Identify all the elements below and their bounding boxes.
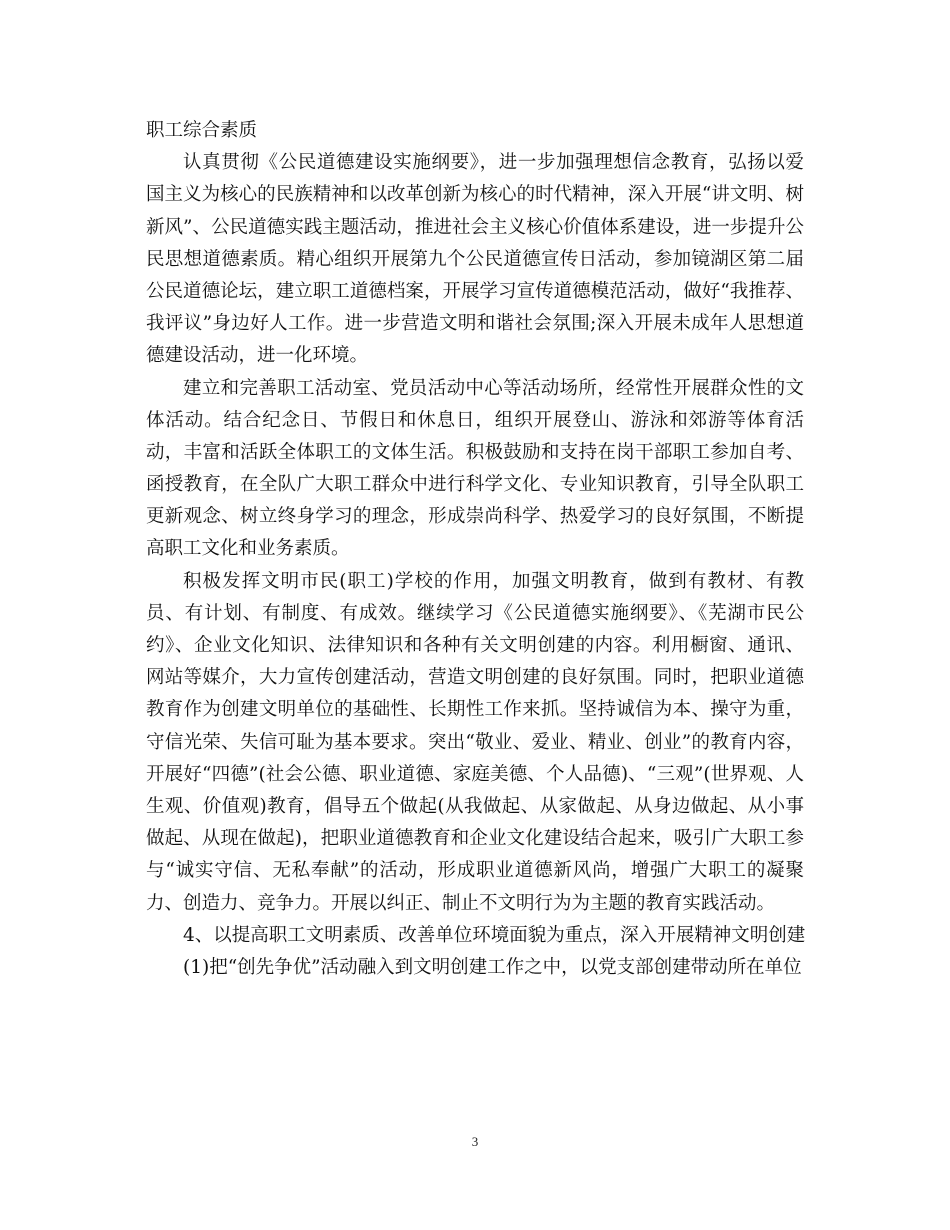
paragraph <box>146 920 804 952</box>
text-line: 民思想道德素质。精心组织开展第九个公民道德宣传日活动，参加镜湖区第二届 <box>146 248 804 270</box>
text-line: 与“诚实守信、无私奉献”的活动，形成职业道德新风尚，增强广大职工的凝聚 <box>146 860 804 882</box>
paragraph <box>146 952 804 984</box>
text-line: 新风”、公民道德实践主题活动，推进社会主义核心价值体系建设，进一步提升公 <box>146 216 804 238</box>
document-body <box>146 115 804 984</box>
text-line: 4、以提高职工文明素质、改善单位环境面貌为重点，深入开展精神文明创建 <box>183 924 806 946</box>
text-line: 员、有计划、有制度、有成效。继续学习《公民道德实施纲要》、《芜湖市民公 <box>146 602 804 624</box>
text-line: 教育作为创建文明单位的基础性、长期性工作来抓。坚持诚信为本、操守为重， <box>146 699 804 721</box>
text-line: 我评议”身边好人工作。进一步营造文明和谐社会氛围;深入开展未成年人思想道 <box>146 313 804 335</box>
text-line: 积极发挥文明市民(职工)学校的作用，加强文明教育，做到有教材、有教 <box>183 570 804 592</box>
text-line: 更新观念、树立终身学习的理念，形成崇尚科学、热爱学习的良好氛围，不断提 <box>146 506 804 528</box>
paragraph <box>146 147 804 372</box>
paragraph <box>146 566 804 920</box>
text-line: (1)把“创先争优”活动融入到文明创建工作之中，以党支部创建带动所在单位 <box>183 956 802 978</box>
paragraph <box>146 373 804 566</box>
text-line: 做起、从现在做起)，把职业道德教育和企业文化建设结合起来，吸引广大职工参 <box>146 828 804 850</box>
text-line: 动，丰富和活跃全体职工的文体生活。积极鼓励和支持在岗干部职工参加自考、 <box>146 441 804 463</box>
page-number: 3 <box>471 1134 479 1149</box>
text-line: 德建设活动，进一化环境。 <box>146 345 369 367</box>
text-line: 体活动。结合纪念日、节假日和休息日，组织开展登山、游泳和郊游等体育活 <box>146 409 804 431</box>
text-line: 建立和完善职工活动室、党员活动中心等活动场所，经常性开展群众性的文 <box>183 377 804 399</box>
text-line: 高职工文化和业务素质。 <box>146 538 350 560</box>
text-line: 开展好“四德”(社会公德、职业道德、家庭美德、个人品德)、“三观”(世界观、人 <box>146 763 804 785</box>
text-line: 约》、企业文化知识、法律知识和各种有关文明创建的内容。利用橱窗、通讯、 <box>146 635 804 656</box>
text-line: 公民道德论坛，建立职工道德档案，开展学习宣传道德模范活动，做好“我推荐、 <box>146 280 804 302</box>
text-line: 国主义为核心的民族精神和以改革创新为核心的时代精神，深入开展“讲文明、树 <box>146 184 804 206</box>
text-line: 力、创造力、竞争力。开展以纠正、制止不文明行为为主题的教育实践活动。 <box>146 892 776 914</box>
text-line: 网站等媒介，大力宣传创建活动，营造文明创建的良好氛围。同时，把职业道德 <box>146 667 804 689</box>
section-heading: 职工综合素质 <box>146 120 258 141</box>
text-line: 守信光荣、失信可耻为基本要求。突出“敬业、爱业、精业、创业”的教育内容， <box>146 731 804 753</box>
text-line: 认真贯彻《公民道德建设实施纲要》，进一步加强理想信念教育，弘扬以爱 <box>183 152 804 174</box>
text-line: 函授教育，在全队广大职工群众中进行科学文化、专业知识教育，引导全队职工 <box>146 474 804 496</box>
text-line: 生观、价值观)教育，倡导五个做起(从我做起、从家做起、从身边做起、从小事 <box>146 795 804 817</box>
